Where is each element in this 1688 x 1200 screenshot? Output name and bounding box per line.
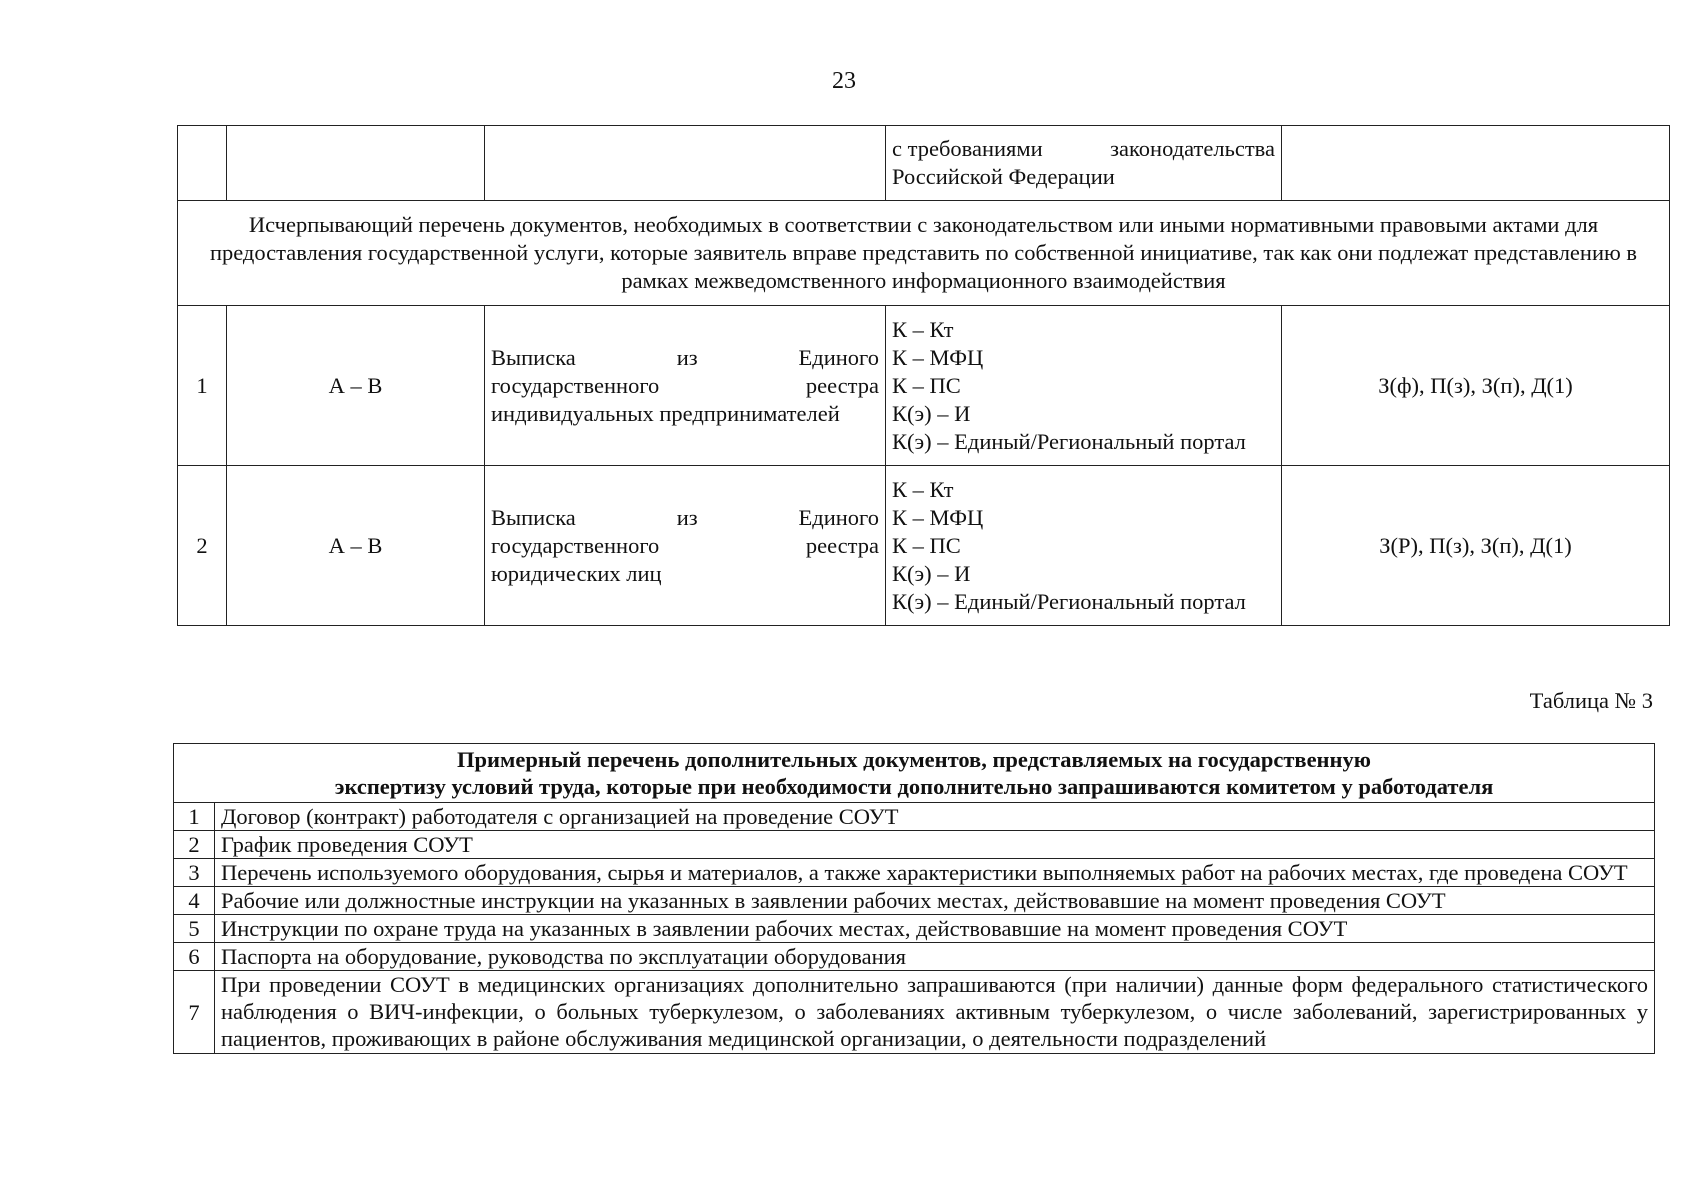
row-text: Инструкции по охране труда на указанных в заявлении рабочих местах, действовавшие на момент проведения СОУТ — [215, 915, 1655, 943]
row-text: Договор (контракт) работодателя с организацией на проведение СОУТ — [215, 803, 1655, 831]
channel-item: К – Кт — [892, 316, 954, 342]
row-text: Перечень используемого оборудования, сырья и материалов, а также характеристики выполняемых работ на рабочих местах, где проведена СОУТ — [215, 859, 1655, 887]
row-text: Рабочие или должностные инструкции на указанных в заявлении рабочих местах, действовавшие на момент проведения СОУТ — [215, 887, 1655, 915]
section-title: Исчерпывающий перечень документов, необходимых в соответствии с законодательством или иными нормативными правовыми актами для предоставления государственной услуги, которые заявитель вправе представить по собственной инициативе, так как они подлежат представлению в рамках межведомственного информационного взаимодействия — [178, 201, 1670, 306]
text-fragment: Выписка — [491, 504, 576, 530]
header-line: экспертизу условий труда, которые при необходимости дополнительно запрашиваются комитетом у работодателя — [334, 774, 1494, 799]
row-number: 3 — [174, 859, 215, 887]
row-number: 1 — [178, 306, 227, 466]
text-fragment: реестра — [805, 532, 879, 558]
channel-item: К(э) – И — [892, 560, 971, 586]
table-header — [174, 744, 1655, 803]
result-code: З(ф), П(з), З(п), Д(1) — [1282, 306, 1670, 466]
row-text: При проведении СОУТ в медицинских организациях дополнительно запрашиваются (при наличии) данные форм федерального статистического наблюдения о ВИЧ-инфекции, о больных туберкулезом, о заболеваниях активным туберкулезом, о числе заболеваний, зарегистрированных у пациентов, проживающих в районе обслуживания медицинской организации, о деятельности подразделений — [221, 972, 1648, 1051]
document-name — [485, 306, 886, 466]
row-text: Паспорта на оборудование, руководства по эксплуатации оборудования — [215, 943, 1655, 971]
table-row — [174, 887, 1655, 915]
channel-item: К – ПС — [892, 372, 961, 398]
document-line — [491, 504, 879, 532]
row-text: График проведения СОУТ — [215, 831, 1655, 859]
channel-item: К(э) – Единый/Региональный портал — [892, 588, 1246, 614]
document-line — [491, 344, 879, 372]
row-number: 4 — [174, 887, 215, 915]
table-caption: Таблица № 3 — [1529, 688, 1653, 713]
channels-line — [892, 135, 1275, 163]
row-text-cell — [215, 971, 1655, 1054]
channel-item: К – МФЦ — [892, 344, 984, 370]
result-code: З(Р), П(з), З(п), Д(1) — [1282, 466, 1670, 626]
table-header-row — [174, 744, 1655, 803]
table-cell — [227, 126, 485, 201]
document-line: индивидуальных предпринимателей — [491, 400, 840, 426]
document-line — [491, 372, 879, 400]
document-line — [491, 532, 879, 560]
channels-cell — [886, 126, 1282, 201]
table-row — [174, 859, 1655, 887]
row-number: 2 — [174, 831, 215, 859]
table-row — [174, 943, 1655, 971]
channels-cell — [886, 466, 1282, 626]
text-fragment: из — [676, 504, 698, 530]
text-fragment: с требованиями — [892, 136, 1043, 161]
channels-line: Российской Федерации — [892, 164, 1115, 189]
table-row — [178, 201, 1670, 306]
channel-item: К – Кт — [892, 476, 954, 502]
row-number: 2 — [178, 466, 227, 626]
table-row — [178, 306, 1670, 466]
row-number: 6 — [174, 943, 215, 971]
text-fragment: государственного — [491, 372, 660, 398]
channel-item: К(э) – Единый/Региональный портал — [892, 428, 1246, 454]
page-number: 23 — [832, 68, 856, 94]
text-fragment: Выписка — [491, 344, 576, 370]
text-fragment: реестра — [805, 372, 879, 398]
table-row — [174, 803, 1655, 831]
additional-documents-table — [173, 743, 1655, 1054]
table-cell — [1282, 126, 1670, 201]
text-fragment: законодательства — [1110, 136, 1275, 161]
applicant-category: А – В — [227, 466, 485, 626]
channel-item: К – МФЦ — [892, 504, 984, 530]
row-number: 5 — [174, 915, 215, 943]
channels-cell — [886, 306, 1282, 466]
table-cell — [485, 126, 886, 201]
documents-table — [177, 125, 1670, 626]
table-row — [178, 466, 1670, 626]
channel-item: К(э) – И — [892, 400, 971, 426]
header-line: Примерный перечень дополнительных документов, представляемых на государственную — [457, 747, 1371, 772]
text-fragment: из — [676, 344, 698, 370]
document-name — [485, 466, 886, 626]
applicant-category: А – В — [227, 306, 485, 466]
table-row — [174, 915, 1655, 943]
table-row — [178, 126, 1670, 201]
text-fragment: Единого — [798, 344, 879, 370]
document-line: юридических лиц — [491, 560, 662, 586]
row-number: 7 — [174, 971, 215, 1054]
text-fragment: государственного — [491, 532, 660, 558]
table-cell — [178, 126, 227, 201]
text-fragment: Единого — [798, 504, 879, 530]
table-row — [174, 971, 1655, 1054]
channel-item: К – ПС — [892, 532, 961, 558]
row-number: 1 — [174, 803, 215, 831]
table-row — [174, 831, 1655, 859]
